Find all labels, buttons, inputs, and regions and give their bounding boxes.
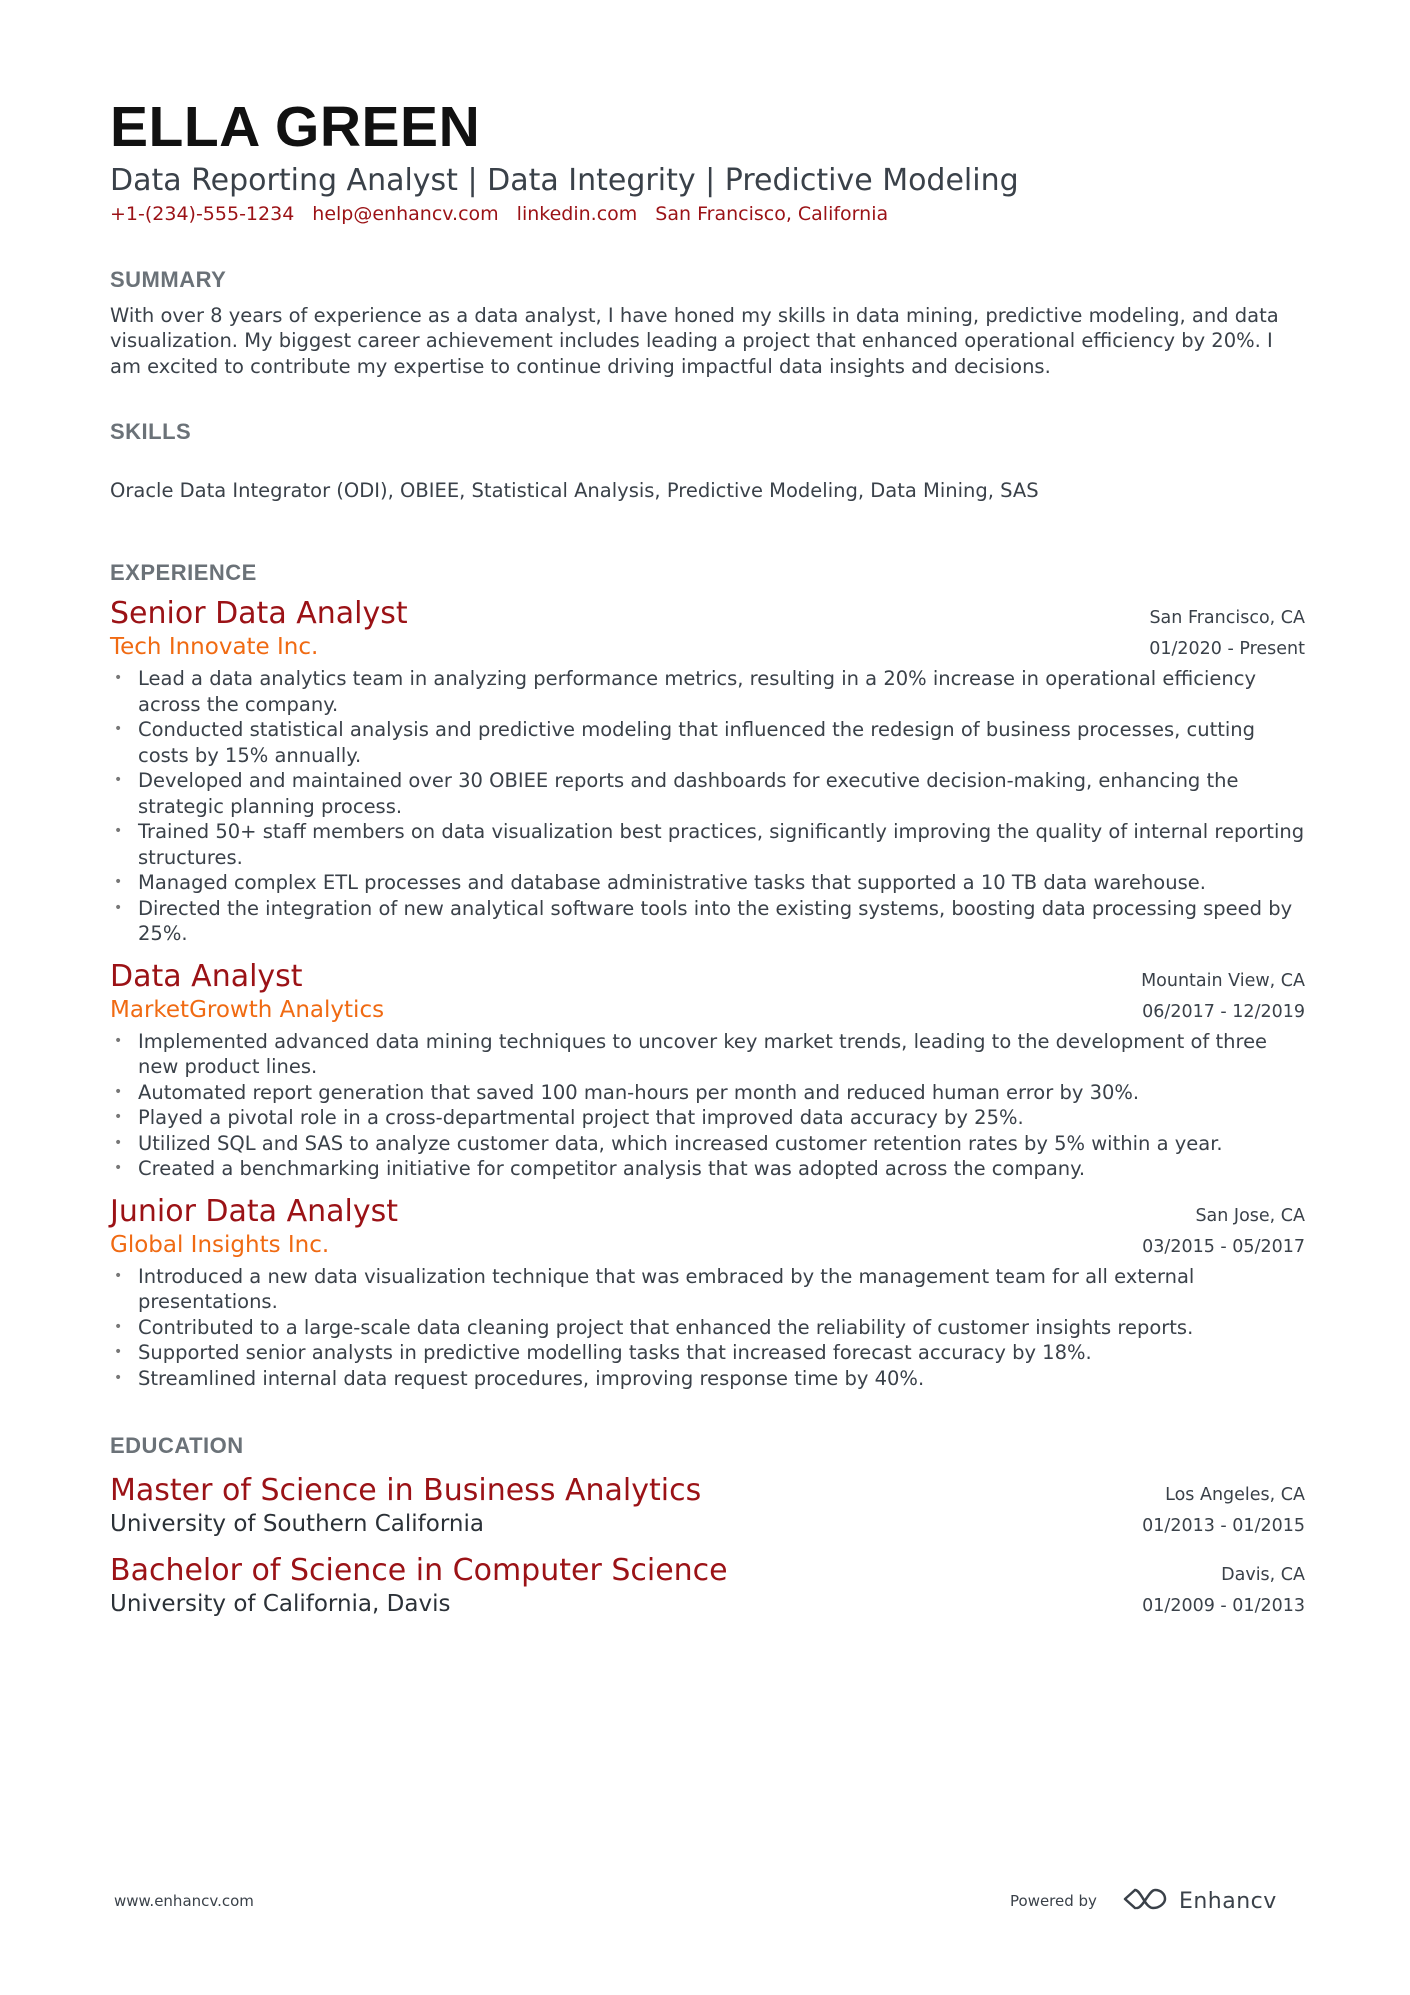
summary-text: With over 8 years of experience as a data analyst, I have honed my skills in data mining, predictive modeling, and data visualization. My biggest career achievement includes leading a project that enhanced operational efficiency by 20%. I am excited to contribute my expertise to continue driving impactful data insights and decisions.: [110, 303, 1279, 378]
job-title: Data Analyst: [110, 958, 303, 994]
education-entry: [110, 1553, 1305, 1619]
job-company: Global Insights Inc.: [110, 1231, 330, 1258]
bullet-item: • Managed complex ETL processes and database administrative tasks that supported a 10 TB data warehouse.: [114, 871, 1206, 895]
phone-link[interactable]: +1-(234)-555-1234: [110, 202, 295, 225]
bullet-item: • Supported senior analysts in predictive modelling tasks that increased forecast accuracy by 18%.: [114, 1341, 1092, 1365]
job-bullets: [110, 1029, 1305, 1182]
bullet-item: • Automated report generation that saved 100 man-hours per month and reduced human error by 30%.: [114, 1080, 1140, 1104]
education-heading: EDUCATION: [110, 1433, 244, 1459]
degree-title: Bachelor of Science in Computer Science: [110, 1553, 728, 1589]
bullet-item: • Trained 50+ staff members on data visualization best practices, significantly improving the quality of internal reporting structures.: [114, 820, 1305, 869]
job-bullets: [110, 666, 1305, 947]
degree-title: Master of Science in Business Analytics: [110, 1473, 702, 1509]
job-title: Senior Data Analyst: [110, 596, 408, 632]
job-company: MarketGrowth Analytics: [110, 996, 385, 1023]
experience-heading: EXPERIENCE: [110, 560, 257, 586]
summary-heading: SUMMARY: [110, 266, 227, 292]
education-dates: 01/2013 - 01/2015: [1142, 1516, 1305, 1537]
bullet-item: • Contributed to a large-scale data cleaning project that enhanced the reliability of customer insights reports.: [114, 1315, 1194, 1339]
education-entry: [110, 1473, 1305, 1539]
email-link[interactable]: help@enhancv.com: [312, 202, 499, 225]
bullet-item: • Implemented advanced data mining techniques to uncover key market trends, leading to the development of three new product lines.: [114, 1029, 1268, 1079]
location-text: San Francisco, California: [655, 202, 889, 225]
job-title: Junior Data Analyst: [110, 1193, 399, 1229]
experience-entry: [110, 1194, 1305, 1392]
job-dates: 03/2015 - 05/2017: [1142, 1236, 1305, 1257]
skills-text: Oracle Data Integrator (ODI), OBIEE, Statistical Analysis, Predictive Modeling, Data Mining, SAS: [110, 479, 1039, 503]
bullet-item: • Introduced a new data visualization technique that was embraced by the management team for all external presentations.: [114, 1264, 1195, 1314]
linkedin-link[interactable]: linkedin.com: [516, 202, 638, 225]
bullet-item: • Directed the integration of new analytical software tools into the existing systems, boosting data processing speed by 25%.: [114, 896, 1293, 946]
experience-entry: [110, 959, 1305, 1182]
school-name: University of California, Davis: [110, 1591, 451, 1618]
enhancv-brand-text: Enhancv: [1178, 1888, 1277, 1914]
skills-heading: SKILLS: [110, 419, 192, 445]
candidate-headline: Data Reporting Analyst | Data Integrity | Predictive Modeling: [110, 162, 1019, 198]
job-location: Mountain View, CA: [1141, 970, 1305, 991]
bullet-item: • Lead a data analytics team in analyzing performance metrics, resulting in a 20% increase in operational efficiency across the company.: [114, 667, 1257, 716]
bullet-item: • Played a pivotal role in a cross-departmental project that improved data accuracy by 25%.: [114, 1106, 1024, 1130]
footer-branding: [1010, 1886, 1277, 1916]
school-name: University of Southern California: [110, 1511, 484, 1538]
bullet-item: • Developed and maintained over 30 OBIEE reports and dashboards for executive decision-making, enhancing the strategic planning process.: [114, 769, 1239, 818]
bullet-item: • Streamlined internal data request procedures, improving response time by 40%.: [114, 1366, 925, 1390]
bullet-item: • Created a benchmarking initiative for competitor analysis that was adopted across the company.: [114, 1157, 1086, 1181]
job-company: Tech Innovate Inc.: [110, 634, 319, 661]
footer-website-link[interactable]: www.enhancv.com: [114, 1892, 254, 1910]
bullet-item: • Utilized SQL and SAS to analyze customer data, which increased customer retention rates by 5% within a year.: [114, 1131, 1223, 1155]
enhancv-brand-link[interactable]: [1121, 1886, 1277, 1916]
job-bullets: [110, 1264, 1305, 1392]
candidate-name: ELLA GREEN: [110, 95, 481, 159]
school-location: Los Angeles, CA: [1165, 1485, 1305, 1506]
school-location: Davis, CA: [1221, 1565, 1305, 1586]
resume-page: [110, 96, 1305, 1619]
bullet-item: • Conducted statistical analysis and predictive modeling that influenced the redesign of business processes, cutting costs by 15% annually.: [114, 718, 1256, 767]
job-dates: 01/2020 - Present: [1149, 639, 1305, 660]
experience-entry: [110, 596, 1305, 947]
education-dates: 01/2009 - 01/2013: [1142, 1596, 1305, 1617]
powered-by-label: Powered by: [1010, 1892, 1097, 1910]
contact-info: [110, 203, 1305, 225]
job-location: San Francisco, CA: [1149, 608, 1305, 629]
job-dates: 06/2017 - 12/2019: [1142, 1001, 1305, 1022]
job-location: San Jose, CA: [1195, 1205, 1305, 1226]
enhancv-logo-icon: [1121, 1886, 1169, 1916]
